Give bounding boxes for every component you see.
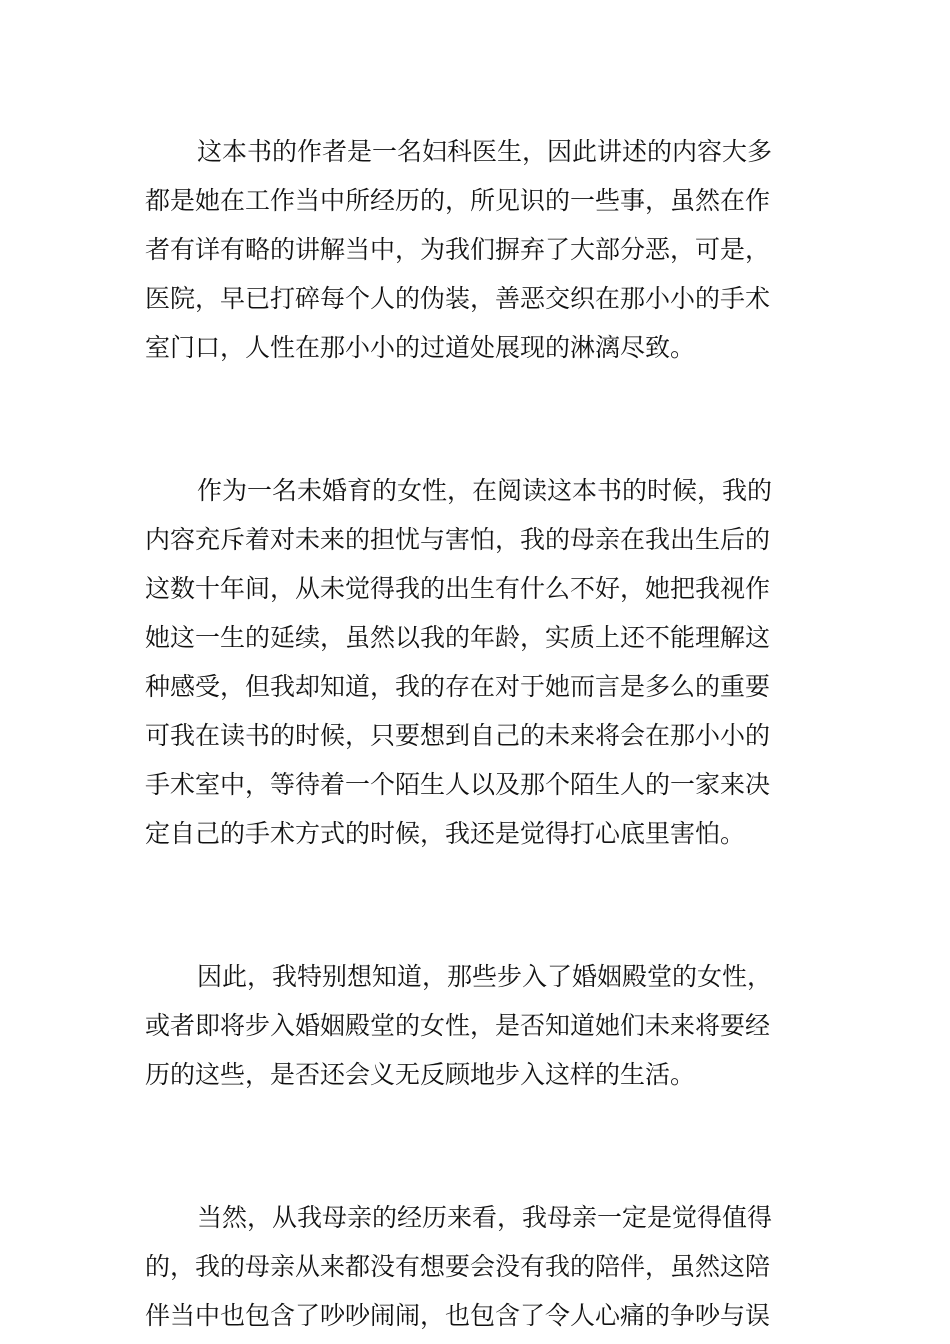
paragraph-line: 种感受，但我却知道，我的存在对于她而言是多么的重要	[145, 672, 771, 701]
paragraph-line: 内容充斥着对未来的担忧与害怕，我的母亲在我出生后的	[145, 525, 771, 554]
paragraph-line: 者有详有略的讲解当中，为我们摒弃了大部分恶，可是，	[145, 235, 771, 264]
paragraph-3	[145, 952, 805, 1099]
paragraph-line: 医院，早已打碎每个人的伪装，善恶交织在那小小的手术	[145, 284, 771, 313]
paragraph-line: 手术室中，等待着一个陌生人以及那个陌生人的一家来决	[145, 770, 771, 799]
paragraph-line: 或者即将步入婚姻殿堂的女性，是否知道她们未来将要经	[145, 1011, 771, 1040]
paragraph-line: 室门口，人性在那小小的过道处展现的淋漓尽致。	[145, 333, 696, 362]
paragraph-line: 这本书的作者是一名妇科医生，因此讲述的内容大多	[197, 137, 773, 166]
paragraph-line: 因此，我特别想知道，那些步入了婚姻殿堂的女性，	[197, 962, 773, 991]
paragraph-line: 当然，从我母亲的经历来看，我母亲一定是觉得值得	[197, 1203, 773, 1232]
paragraph-2	[145, 466, 805, 858]
paragraph-line: 作为一名未婚育的女性，在阅读这本书的时候，我的	[197, 476, 773, 505]
document-body	[145, 127, 805, 1340]
paragraph-line: 历的这些，是否还会义无反顾地步入这样的生活。	[145, 1060, 696, 1089]
paragraph-line: 这数十年间，从未觉得我的出生有什么不好，她把我视作	[145, 574, 771, 603]
paragraph-line: 都是她在工作当中所经历的，所见识的一些事，虽然在作	[145, 186, 771, 215]
paragraph-line: 定自己的手术方式的时候，我还是觉得打心底里害怕。	[145, 819, 746, 848]
paragraph-line: 的，我的母亲从来都没有想要会没有我的陪伴，虽然这陪	[145, 1252, 771, 1281]
paragraph-line: 她这一生的延续，虽然以我的年龄，实质上还不能理解这	[145, 623, 771, 652]
paragraph-line: 可我在读书的时候，只要想到自己的未来将会在那小小的	[145, 721, 771, 750]
paragraph-spacer	[145, 1099, 805, 1193]
paragraph-line: 伴当中也包含了吵吵闹闹，也包含了令人心痛的争吵与误	[145, 1301, 771, 1330]
paragraph-spacer	[145, 372, 805, 466]
paragraph-4	[145, 1193, 805, 1340]
paragraph-1	[145, 127, 805, 372]
paragraph-spacer	[145, 858, 805, 952]
